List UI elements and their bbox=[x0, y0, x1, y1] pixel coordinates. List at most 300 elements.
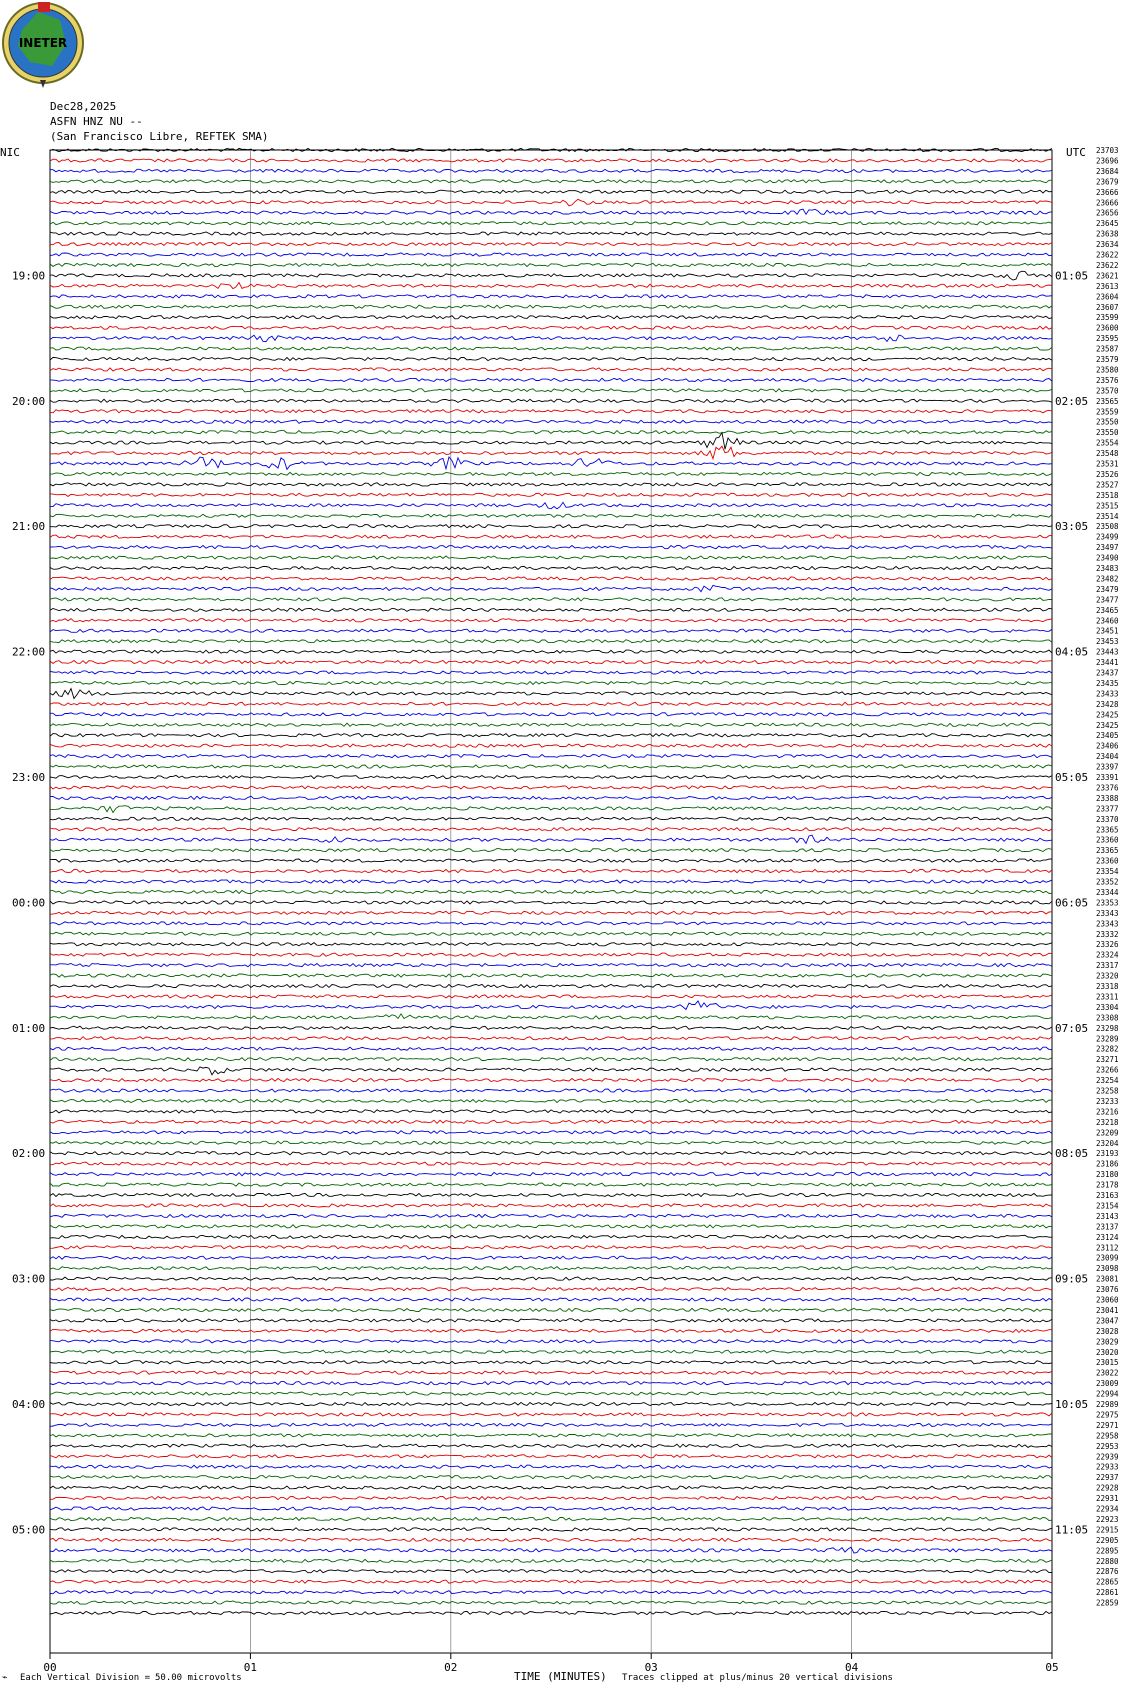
trace-count-label: 23081 bbox=[1096, 1274, 1119, 1284]
trace-line bbox=[50, 681, 1052, 684]
trace-count-label: 23565 bbox=[1096, 396, 1119, 406]
trace-count-label: 23029 bbox=[1096, 1337, 1119, 1347]
trace-line bbox=[50, 640, 1052, 643]
trace-line bbox=[50, 859, 1052, 862]
trace-count-label: 23326 bbox=[1096, 940, 1119, 950]
trace-count-label: 23076 bbox=[1096, 1285, 1119, 1295]
trace-line bbox=[50, 472, 1052, 475]
trace-line bbox=[50, 1538, 1052, 1541]
trace-count-label: 23204 bbox=[1096, 1138, 1119, 1148]
trace-count-label: 23352 bbox=[1096, 877, 1119, 887]
trace-line bbox=[50, 1371, 1052, 1374]
trace-line bbox=[50, 1099, 1052, 1102]
trace-line bbox=[50, 295, 1052, 298]
trace-count-label: 23180 bbox=[1096, 1170, 1119, 1180]
trace-line bbox=[50, 1455, 1052, 1458]
trace-count-label: 22905 bbox=[1096, 1535, 1119, 1545]
trace-count-label: 22923 bbox=[1096, 1514, 1119, 1524]
trace-count-label: 23028 bbox=[1096, 1326, 1119, 1336]
trace-count-label: 23696 bbox=[1096, 156, 1119, 166]
trace-line bbox=[50, 849, 1052, 852]
trace-count-label: 23178 bbox=[1096, 1180, 1119, 1190]
trace-count-label: 23550 bbox=[1096, 428, 1119, 438]
trace-line bbox=[50, 525, 1052, 528]
trace-line bbox=[50, 305, 1052, 308]
trace-count-label: 23370 bbox=[1096, 814, 1119, 824]
trace-count-label: 23428 bbox=[1096, 699, 1119, 709]
trace-count-label: 23377 bbox=[1096, 804, 1119, 814]
trace-count-label: 22994 bbox=[1096, 1389, 1119, 1399]
trace-line bbox=[50, 1047, 1052, 1050]
trace-count-label: 23009 bbox=[1096, 1379, 1119, 1389]
trace-line bbox=[50, 1382, 1052, 1385]
trace-line bbox=[50, 629, 1052, 632]
trace-count-label: 22934 bbox=[1096, 1504, 1119, 1514]
trace-line bbox=[50, 180, 1052, 183]
trace-line bbox=[50, 775, 1052, 778]
trace-count-label: 23621 bbox=[1096, 271, 1119, 281]
trace-count-label: 23376 bbox=[1096, 783, 1119, 793]
trace-count-label: 23607 bbox=[1096, 302, 1119, 312]
ineter-logo bbox=[0, 0, 90, 90]
x-axis-title: TIME (MINUTES) bbox=[514, 1670, 607, 1683]
trace-count-label: 23579 bbox=[1096, 355, 1119, 364]
trace-line bbox=[50, 1444, 1052, 1447]
trace-count-label: 23508 bbox=[1096, 522, 1119, 532]
right-hour-label: 05:05 bbox=[1055, 771, 1089, 784]
trace-line bbox=[50, 546, 1052, 549]
trace-line bbox=[50, 316, 1052, 319]
trace-line bbox=[50, 828, 1052, 831]
trace-count-label: 23570 bbox=[1096, 386, 1119, 396]
trace-count-label: 23435 bbox=[1096, 678, 1119, 688]
trace-line bbox=[50, 1277, 1052, 1280]
trace-line bbox=[50, 1246, 1052, 1249]
trace-line bbox=[50, 650, 1052, 653]
trace-line bbox=[50, 734, 1052, 737]
trace-line bbox=[50, 263, 1052, 266]
trace-line bbox=[50, 190, 1052, 193]
left-hour-label: 20:00 bbox=[12, 394, 46, 408]
trace-count-label: 23433 bbox=[1096, 689, 1119, 699]
right-hour-label: 11:05 bbox=[1055, 1523, 1089, 1537]
trace-count-label: 23548 bbox=[1096, 449, 1119, 459]
trace-count-label: 22915 bbox=[1096, 1525, 1119, 1535]
trace-count-label: 23684 bbox=[1096, 166, 1119, 176]
trace-line bbox=[50, 974, 1052, 977]
trace-count-label: 23527 bbox=[1096, 480, 1119, 490]
trace-line bbox=[50, 483, 1052, 486]
trace-count-label: 23332 bbox=[1096, 929, 1119, 939]
trace-count-label: 23499 bbox=[1096, 532, 1119, 542]
trace-count-label: 23613 bbox=[1096, 281, 1119, 291]
trace-count-label: 23666 bbox=[1096, 198, 1119, 208]
plot-frame bbox=[50, 150, 1052, 1653]
trace-line bbox=[50, 199, 1052, 206]
trace-count-label: 23365 bbox=[1096, 825, 1119, 835]
trace-count-label: 23320 bbox=[1096, 971, 1119, 981]
trace-count-label: 23254 bbox=[1096, 1076, 1119, 1086]
trace-count-label: 23099 bbox=[1096, 1253, 1119, 1263]
trace-count-label: 23343 bbox=[1096, 919, 1119, 929]
trace-count-label: 23318 bbox=[1096, 982, 1119, 991]
trace-line bbox=[50, 1214, 1052, 1217]
trace-line bbox=[50, 1507, 1052, 1510]
trace-line bbox=[50, 389, 1052, 392]
trace-count-label: 23041 bbox=[1096, 1305, 1119, 1315]
left-hour-label: 23:00 bbox=[12, 771, 46, 784]
right-hour-label: 02:05 bbox=[1055, 394, 1089, 408]
trace-line bbox=[50, 1173, 1052, 1176]
trace-count-label: 23587 bbox=[1096, 344, 1119, 354]
right-hour-label: 03:05 bbox=[1055, 520, 1089, 534]
trace-count-label: 23020 bbox=[1096, 1347, 1119, 1357]
trace-count-label: 23216 bbox=[1096, 1107, 1119, 1117]
trace-count-label: 22880 bbox=[1096, 1556, 1119, 1566]
trace-line bbox=[50, 514, 1052, 517]
trace-line bbox=[50, 1476, 1052, 1479]
trace-line bbox=[50, 556, 1052, 559]
trace-line bbox=[50, 1547, 1052, 1553]
trace-count-label: 23604 bbox=[1096, 292, 1119, 302]
trace-line bbox=[50, 1570, 1052, 1573]
trace-count-label: 23060 bbox=[1096, 1295, 1119, 1305]
trace-line bbox=[50, 922, 1052, 925]
trace-line bbox=[50, 433, 1052, 450]
trace-count-label: 23497 bbox=[1096, 543, 1119, 553]
trace-count-label: 23479 bbox=[1096, 584, 1119, 594]
trace-count-label: 23266 bbox=[1096, 1065, 1119, 1075]
trace-line bbox=[50, 399, 1052, 402]
trace-line bbox=[50, 159, 1052, 162]
trace-count-label: 23360 bbox=[1096, 835, 1119, 845]
trace-line bbox=[50, 702, 1052, 705]
trace-count-label: 23154 bbox=[1096, 1201, 1119, 1211]
trace-count-label: 22859 bbox=[1096, 1598, 1119, 1608]
trace-count-label: 23599 bbox=[1096, 313, 1119, 323]
trace-count-label: 23550 bbox=[1096, 417, 1119, 427]
trace-line bbox=[50, 901, 1052, 904]
logo-text: INETER bbox=[18, 36, 68, 50]
trace-count-label: 23554 bbox=[1096, 438, 1119, 448]
trace-line bbox=[50, 1067, 1052, 1075]
trace-line bbox=[50, 1256, 1052, 1259]
right-hour-label: 01:05 bbox=[1055, 269, 1089, 283]
trace-count-label: 22895 bbox=[1096, 1546, 1119, 1556]
trace-line bbox=[50, 689, 1052, 699]
trace-count-label: 23343 bbox=[1096, 908, 1119, 918]
right-hour-label: 07:05 bbox=[1055, 1021, 1089, 1035]
trace-line bbox=[50, 420, 1052, 423]
trace-line bbox=[50, 880, 1052, 883]
trace-line bbox=[50, 984, 1052, 987]
trace-line bbox=[50, 253, 1052, 256]
trace-count-label: 22937 bbox=[1096, 1473, 1119, 1483]
trace-line bbox=[50, 943, 1052, 946]
trace-count-label: 23425 bbox=[1096, 710, 1119, 720]
trace-line bbox=[50, 1402, 1052, 1405]
trace-count-label: 23576 bbox=[1096, 375, 1119, 385]
trace-count-label: 23015 bbox=[1096, 1358, 1119, 1368]
x-tick-label: 01 bbox=[243, 1661, 258, 1674]
trace-count-label: 23391 bbox=[1096, 773, 1119, 782]
trace-count-label: 23193 bbox=[1096, 1149, 1119, 1159]
trace-count-label: 23622 bbox=[1096, 250, 1119, 260]
trace-line bbox=[50, 232, 1052, 235]
trace-line bbox=[50, 953, 1052, 956]
trace-line bbox=[50, 1141, 1052, 1144]
right-hour-label: 09:05 bbox=[1055, 1272, 1089, 1286]
trace-line bbox=[50, 608, 1052, 611]
trace-line bbox=[50, 1079, 1052, 1082]
trace-count-label: 22931 bbox=[1096, 1494, 1119, 1504]
trace-count-label: 23405 bbox=[1096, 731, 1119, 741]
trace-count-label: 23022 bbox=[1096, 1368, 1119, 1378]
trace-count-label: 23451 bbox=[1096, 626, 1119, 636]
trace-count-label: 23477 bbox=[1096, 595, 1119, 605]
trace-line bbox=[50, 1267, 1052, 1270]
trace-line bbox=[50, 1434, 1052, 1437]
trace-line bbox=[50, 723, 1052, 726]
trace-count-label: 23703 bbox=[1096, 146, 1119, 155]
trace-count-label: 23047 bbox=[1096, 1316, 1119, 1326]
trace-count-label: 23515 bbox=[1096, 501, 1119, 511]
trace-count-label: 23514 bbox=[1096, 511, 1119, 521]
trace-count-label: 23465 bbox=[1096, 605, 1119, 615]
trace-line bbox=[50, 1591, 1052, 1594]
trace-line bbox=[50, 1611, 1052, 1614]
trace-count-label: 23559 bbox=[1096, 407, 1119, 417]
right-hour-label: 06:05 bbox=[1055, 896, 1089, 910]
trace-count-label: 23258 bbox=[1096, 1086, 1119, 1096]
trace-count-label: 23360 bbox=[1096, 856, 1119, 866]
trace-line bbox=[50, 271, 1052, 280]
trace-count-label: 23531 bbox=[1096, 459, 1119, 469]
right-hour-label: 04:05 bbox=[1055, 645, 1089, 659]
trace-count-label: 23406 bbox=[1096, 741, 1119, 751]
trace-line bbox=[50, 347, 1052, 350]
trace-count-label: 23271 bbox=[1096, 1055, 1119, 1065]
trace-count-label: 22928 bbox=[1096, 1483, 1119, 1493]
trace-line bbox=[50, 535, 1052, 538]
trace-line bbox=[50, 1329, 1052, 1332]
trace-line bbox=[50, 744, 1052, 747]
trace-line bbox=[50, 1528, 1052, 1531]
trace-line bbox=[50, 1225, 1052, 1228]
trace-line bbox=[50, 598, 1052, 601]
trace-count-label: 23143 bbox=[1096, 1211, 1119, 1221]
trace-line bbox=[50, 335, 1052, 342]
trace-count-label: 23638 bbox=[1096, 229, 1119, 239]
trace-line bbox=[50, 1392, 1052, 1395]
trace-line bbox=[50, 577, 1052, 580]
trace-line bbox=[50, 911, 1052, 914]
trace-line bbox=[50, 1580, 1052, 1583]
trace-line bbox=[50, 713, 1052, 716]
trace-line bbox=[50, 1026, 1052, 1029]
header-station: ASFN HNZ NU -- bbox=[50, 115, 143, 128]
trace-line bbox=[50, 1235, 1052, 1238]
trace-count-label: 23353 bbox=[1096, 898, 1119, 908]
trace-line bbox=[50, 1152, 1052, 1155]
trace-count-label: 23397 bbox=[1096, 762, 1119, 772]
trace-count-label: 23354 bbox=[1096, 867, 1119, 877]
trace-line bbox=[50, 671, 1052, 674]
trace-line bbox=[50, 493, 1052, 496]
trace-count-label: 23645 bbox=[1096, 219, 1119, 229]
trace-line bbox=[50, 661, 1052, 664]
trace-line bbox=[50, 1162, 1052, 1165]
trace-line bbox=[50, 932, 1052, 935]
trace-count-label: 22865 bbox=[1096, 1577, 1119, 1587]
trace-count-label: 23308 bbox=[1096, 1013, 1119, 1023]
trace-count-label: 23317 bbox=[1096, 961, 1119, 971]
left-hour-label: 00:00 bbox=[12, 896, 46, 910]
trace-line bbox=[50, 890, 1052, 893]
trace-line bbox=[50, 1350, 1052, 1353]
x-tick-label: 00 bbox=[43, 1661, 57, 1674]
right-hour-label: 10:05 bbox=[1055, 1398, 1089, 1411]
trace-line bbox=[50, 1131, 1052, 1134]
left-hour-label: 05:00 bbox=[12, 1523, 46, 1537]
trace-line bbox=[50, 283, 1052, 289]
trace-line bbox=[50, 357, 1052, 360]
trace-count-label: 23425 bbox=[1096, 720, 1119, 730]
trace-line bbox=[50, 1340, 1052, 1343]
x-tick-label: 04 bbox=[844, 1661, 859, 1674]
trace-line bbox=[50, 368, 1052, 371]
trace-count-label: 23098 bbox=[1096, 1264, 1119, 1274]
trace-count-label: 23137 bbox=[1096, 1222, 1119, 1232]
trace-count-label: 23209 bbox=[1096, 1128, 1119, 1138]
trace-count-label: 22958 bbox=[1096, 1431, 1119, 1441]
scale-label: Each Vertical Division = bbox=[20, 1673, 151, 1683]
trace-line bbox=[50, 835, 1052, 843]
trace-count-label: 22861 bbox=[1096, 1588, 1119, 1598]
trace-count-label: 23218 bbox=[1096, 1117, 1119, 1127]
header-date: Dec28,2025 bbox=[50, 100, 117, 113]
trace-count-label: 23304 bbox=[1096, 1002, 1119, 1012]
trace-count-label: 23112 bbox=[1096, 1243, 1119, 1253]
trace-line bbox=[50, 566, 1052, 569]
trace-count-label: 22933 bbox=[1096, 1462, 1119, 1472]
trace-count-label: 23490 bbox=[1096, 553, 1119, 563]
trace-count-label: 23483 bbox=[1096, 564, 1119, 573]
trace-line bbox=[50, 1559, 1052, 1562]
x-tick-label: 03 bbox=[644, 1661, 658, 1674]
trace-line bbox=[50, 995, 1052, 998]
trace-line bbox=[50, 1423, 1052, 1426]
trace-line bbox=[50, 1204, 1052, 1207]
trace-line bbox=[50, 806, 1052, 813]
trace-line bbox=[50, 1058, 1052, 1061]
trace-line bbox=[50, 1037, 1052, 1040]
trace-count-label: 23600 bbox=[1096, 323, 1119, 333]
trace-line bbox=[50, 1110, 1052, 1113]
trace-count-label: 23595 bbox=[1096, 334, 1119, 344]
scale-value: 50.00 microvolts bbox=[155, 1673, 242, 1683]
x-tick-label: 02 bbox=[444, 1661, 458, 1674]
left-hour-label: 02:00 bbox=[12, 1147, 46, 1161]
trace-count-label: 22975 bbox=[1096, 1410, 1119, 1420]
trace-count-label: 22953 bbox=[1096, 1441, 1119, 1451]
trace-count-label: 23666 bbox=[1096, 187, 1119, 197]
trace-count-label: 23580 bbox=[1096, 365, 1119, 375]
left-hour-label: 19:00 bbox=[12, 269, 46, 283]
trace-line bbox=[50, 1183, 1052, 1186]
trace-line bbox=[50, 755, 1052, 758]
trace-line bbox=[50, 326, 1052, 329]
trace-count-label: 23163 bbox=[1096, 1191, 1119, 1200]
trace-count-label: 23388 bbox=[1096, 793, 1119, 803]
left-timezone-label: NIC bbox=[0, 146, 20, 159]
trace-line bbox=[50, 870, 1052, 873]
trace-count-label: 23460 bbox=[1096, 616, 1119, 626]
trace-count-label: 23186 bbox=[1096, 1159, 1119, 1169]
trace-line bbox=[50, 786, 1052, 789]
trace-line bbox=[50, 1120, 1052, 1123]
trace-line bbox=[50, 1288, 1052, 1291]
trace-count-label: 23482 bbox=[1096, 574, 1119, 584]
trace-count-label: 23324 bbox=[1096, 950, 1119, 960]
trace-line bbox=[50, 1089, 1052, 1092]
trace-line bbox=[50, 457, 1052, 469]
left-hour-label: 01:00 bbox=[12, 1021, 46, 1035]
trace-count-label: 22876 bbox=[1096, 1567, 1119, 1577]
trace-line bbox=[50, 1319, 1052, 1322]
trace-line bbox=[50, 209, 1052, 214]
trace-line bbox=[50, 1001, 1052, 1010]
trace-count-label: 23437 bbox=[1096, 668, 1119, 678]
trace-line bbox=[50, 169, 1052, 172]
right-hour-label: 08:05 bbox=[1055, 1147, 1089, 1161]
trace-line bbox=[50, 1517, 1052, 1520]
trace-line bbox=[50, 619, 1052, 622]
trace-count-label: 23404 bbox=[1096, 752, 1119, 762]
trace-count-label: 23634 bbox=[1096, 240, 1119, 250]
trace-count-label: 23233 bbox=[1096, 1096, 1119, 1106]
trace-line bbox=[50, 1308, 1052, 1311]
trace-count-label: 23365 bbox=[1096, 846, 1119, 856]
trace-line bbox=[50, 1193, 1052, 1196]
trace-line bbox=[50, 585, 1052, 591]
left-hour-label: 04:00 bbox=[12, 1398, 46, 1411]
trace-line bbox=[50, 1298, 1052, 1301]
left-hour-label: 21:00 bbox=[12, 520, 46, 534]
trace-line bbox=[50, 964, 1052, 967]
trace-count-label: 23441 bbox=[1096, 658, 1119, 668]
trace-line bbox=[50, 765, 1052, 768]
trace-count-label: 23622 bbox=[1096, 260, 1119, 270]
trace-line bbox=[50, 1497, 1052, 1500]
trace-line bbox=[50, 378, 1052, 381]
trace-line bbox=[50, 1361, 1052, 1364]
clip-note: Traces clipped at plus/minus 20 vertical divisions bbox=[622, 1673, 893, 1683]
trace-count-label: 23518 bbox=[1096, 490, 1119, 500]
trace-count-label: 23289 bbox=[1096, 1034, 1119, 1044]
right-timezone-label: UTC bbox=[1066, 146, 1086, 159]
trace-count-label: 23453 bbox=[1096, 637, 1119, 647]
trace-line bbox=[50, 243, 1052, 246]
trace-count-label: 22939 bbox=[1096, 1452, 1119, 1462]
trace-line bbox=[50, 1014, 1052, 1019]
trace-line bbox=[50, 817, 1052, 820]
scale-marker-icon: ⌁ bbox=[2, 1673, 8, 1683]
trace-line bbox=[50, 431, 1052, 434]
trace-line bbox=[50, 222, 1052, 225]
trace-count-label: 22971 bbox=[1096, 1420, 1119, 1430]
trace-count-label: 23298 bbox=[1096, 1023, 1119, 1033]
